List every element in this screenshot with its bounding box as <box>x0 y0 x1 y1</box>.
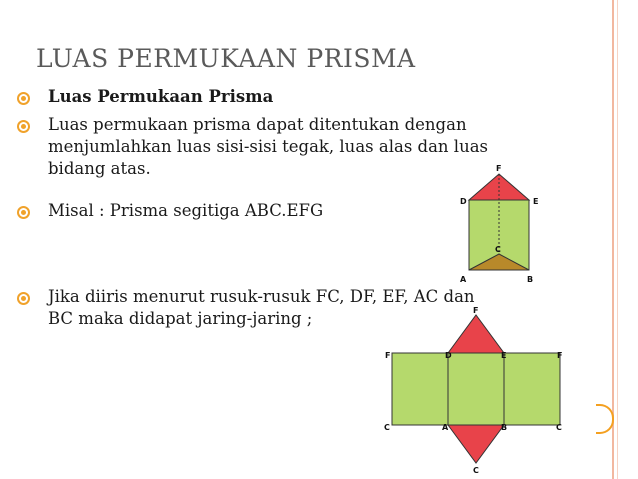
right-border-line <box>612 0 614 479</box>
net-label-c-bottom: C <box>473 466 479 475</box>
bullet-2 <box>48 114 488 180</box>
net-label-f-top: F <box>473 306 479 315</box>
bullet-4-line-1: Jika diiris menurut rusuk-rusuk FC, DF, EF, AC dan <box>48 287 475 306</box>
bullet-3 <box>48 200 323 222</box>
bullet-3-line-1: Misal : Prisma segitiga ABC.EFG <box>48 201 324 220</box>
net-face-right <box>504 351 563 425</box>
prism-label-c: C <box>495 245 501 254</box>
net-label-f-left: F <box>385 351 391 360</box>
bullet-2-line-1: Luas permukaan prisma dapat ditentukan dengan <box>48 115 467 134</box>
bullet-1 <box>48 86 273 108</box>
bullet-4-line-2: BC maka didapat jaring-jaring ; <box>48 309 313 328</box>
bullet-icon <box>17 92 30 105</box>
bullet-2-line-3: bidang atas. <box>48 159 151 178</box>
net-face-middle <box>448 351 507 425</box>
net-label-e: E <box>501 351 507 360</box>
net-face-left <box>392 353 448 425</box>
prism-label-b: B <box>527 275 534 284</box>
prism-label-f: F <box>496 164 502 173</box>
prism-figure <box>455 160 545 290</box>
net-label-b: B <box>501 423 508 432</box>
prism-label-d: D <box>460 197 467 206</box>
bullet-1-line-1: Luas Permukaan Prisma <box>48 87 274 106</box>
right-border-line-thin <box>617 0 618 479</box>
prism-label-e: E <box>533 197 539 206</box>
bullet-icon <box>17 120 30 133</box>
net-figure <box>380 305 580 479</box>
net-label-f-right: F <box>557 351 563 360</box>
bullet-icon <box>17 292 30 305</box>
net-label-d: D <box>445 351 452 360</box>
net-label-c-right: C <box>556 423 562 432</box>
net-label-a: A <box>442 423 449 432</box>
prism-label-a: A <box>460 275 467 284</box>
slide-title: LUAS PERMUKAAN PRISMA <box>36 44 416 73</box>
bullet-icon <box>17 206 30 219</box>
net-label-c-left: C <box>384 423 390 432</box>
net-bottom-triangle <box>448 425 504 463</box>
net-top-triangle <box>448 315 504 353</box>
bullet-2-line-2: menjumlahkan luas sisi-sisi tegak, luas alas dan luas <box>48 137 489 156</box>
